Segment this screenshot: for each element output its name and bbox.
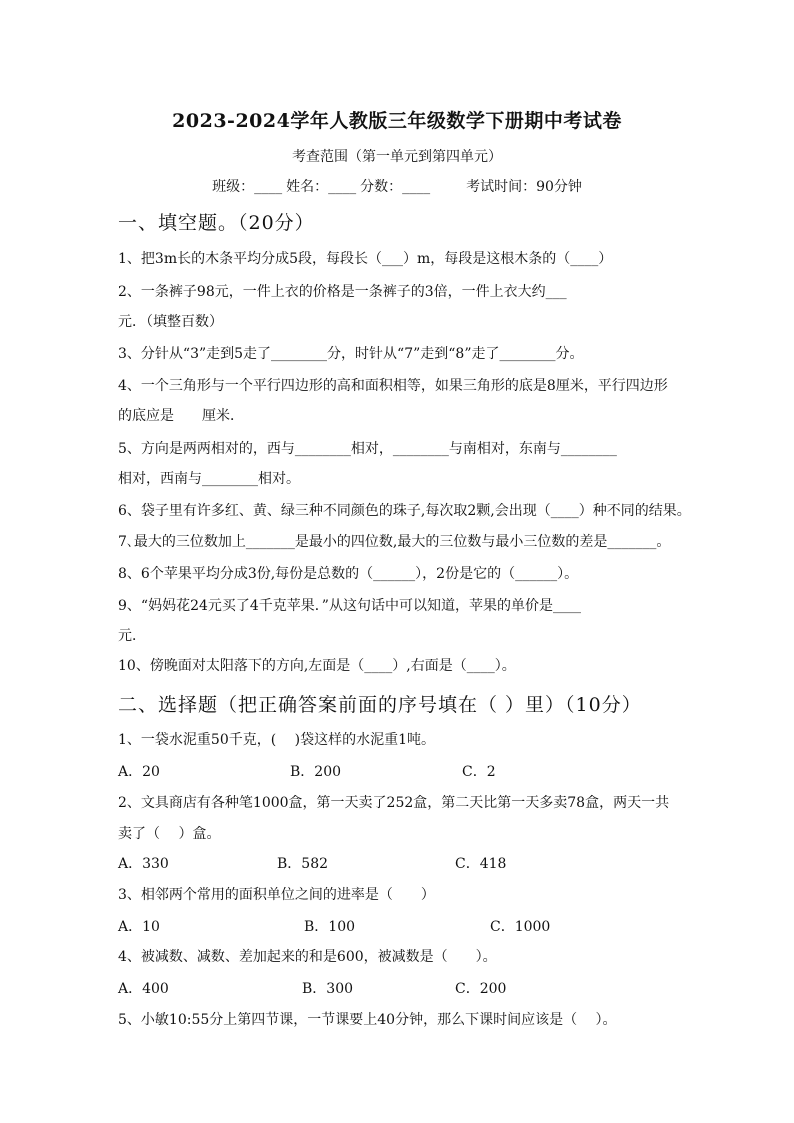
option-a: A．400 xyxy=(118,981,169,997)
question-line: 6、袋子里有许多红、黄、绿三种不同颜色的珠子,每次取2颗,会出现（____）种不同的结果。 xyxy=(118,503,691,519)
question-line: 元．（填整百数） xyxy=(118,314,223,330)
exam-scope: 考查范围（第一单元到第四单元） xyxy=(292,149,502,165)
question-line: 2、文具商店有各种笔1000盒，第一天卖了252盒，第二天比第一天多卖78盒，两天一共 xyxy=(118,795,670,811)
option-a: A．20 xyxy=(118,764,160,780)
option-b: B．100 xyxy=(304,919,356,935)
question-line: 1、一袋水泥重50千克，( )袋这样的水泥重1吨。 xyxy=(118,732,436,748)
section-heading-choice: 二、选择题（把正确答案前面的序号填在（ ）里）（10分） xyxy=(118,694,642,716)
page-title: 2023-2024学年人教版三年级数学下册期中考试卷 xyxy=(172,110,622,132)
option-b: B．200 xyxy=(290,764,342,780)
option-c: C．1000 xyxy=(490,919,551,935)
question-line: 相对，西南与________相对。 xyxy=(118,471,300,487)
student-info-line xyxy=(0,176,794,196)
option-a: A．10 xyxy=(118,919,160,935)
option-c: C．2 xyxy=(462,764,496,780)
question-line: 7､最大的三位数加上_______是最小的四位数,最大的三位数与最小三位数的差是_______。 xyxy=(118,534,671,550)
name-field: 姓名：____ xyxy=(286,179,357,195)
question-line: 9、“妈妈花24元买了4千克苹果．”从这句话中可以知道，苹果的单价是____ xyxy=(118,598,581,614)
question-line: 元． xyxy=(118,628,146,644)
question-line: 2、一条裤子98元，一件上衣的价格是一条裤子的3倍，一件上衣大约___ xyxy=(118,284,567,300)
question-line: 4、一个三角形与一个平行四边形的高和面积相等，如果三角形的底是8厘米，平行四边形 xyxy=(118,378,668,394)
section-heading-fill-in: 一、填空题。（20分） xyxy=(118,212,315,234)
option-c: C．418 xyxy=(455,856,507,872)
option-b: B．300 xyxy=(302,981,354,997)
score-field: 分数：____ xyxy=(360,179,431,195)
question-line: 卖了（ ）盒。 xyxy=(118,826,221,842)
question-line: 4、被减数、减数、差加起来的和是600，被减数是（ ）。 xyxy=(118,949,497,965)
question-line: 的底应是 厘米． xyxy=(118,408,244,424)
class-field: 班级：____ xyxy=(212,179,283,195)
question-line: 8、6个苹果平均分成3份,每份是总数的（______），2份是它的（______）。 xyxy=(118,566,579,582)
question-line: 5、方向是两两相对的，西与________相对，________与南相对，东南与________ xyxy=(118,441,617,457)
question-line: 3、分针从“3”走到5走了________分，时针从“7”走到“8”走了________分。 xyxy=(118,346,584,362)
question-line: 1、把3m长的木条平均分成5段，每段长（___）m，每段是这根木条的（____） xyxy=(118,251,613,267)
option-a: A．330 xyxy=(118,856,169,872)
option-b: B．582 xyxy=(277,856,329,872)
question-line: 10、傍晚面对太阳落下的方向,左面是（____）,右面是（____）。 xyxy=(118,658,516,674)
question-line: 5、小敏10:55分上第四节课，一节课要上40分钟，那么下课时间应该是（ ）。 xyxy=(118,1012,617,1028)
option-c: C．200 xyxy=(455,981,507,997)
question-line: 3、相邻两个常用的面积单位之间的进率是（ ） xyxy=(118,887,435,903)
exam-time: 考试时间：90分钟 xyxy=(466,179,582,195)
